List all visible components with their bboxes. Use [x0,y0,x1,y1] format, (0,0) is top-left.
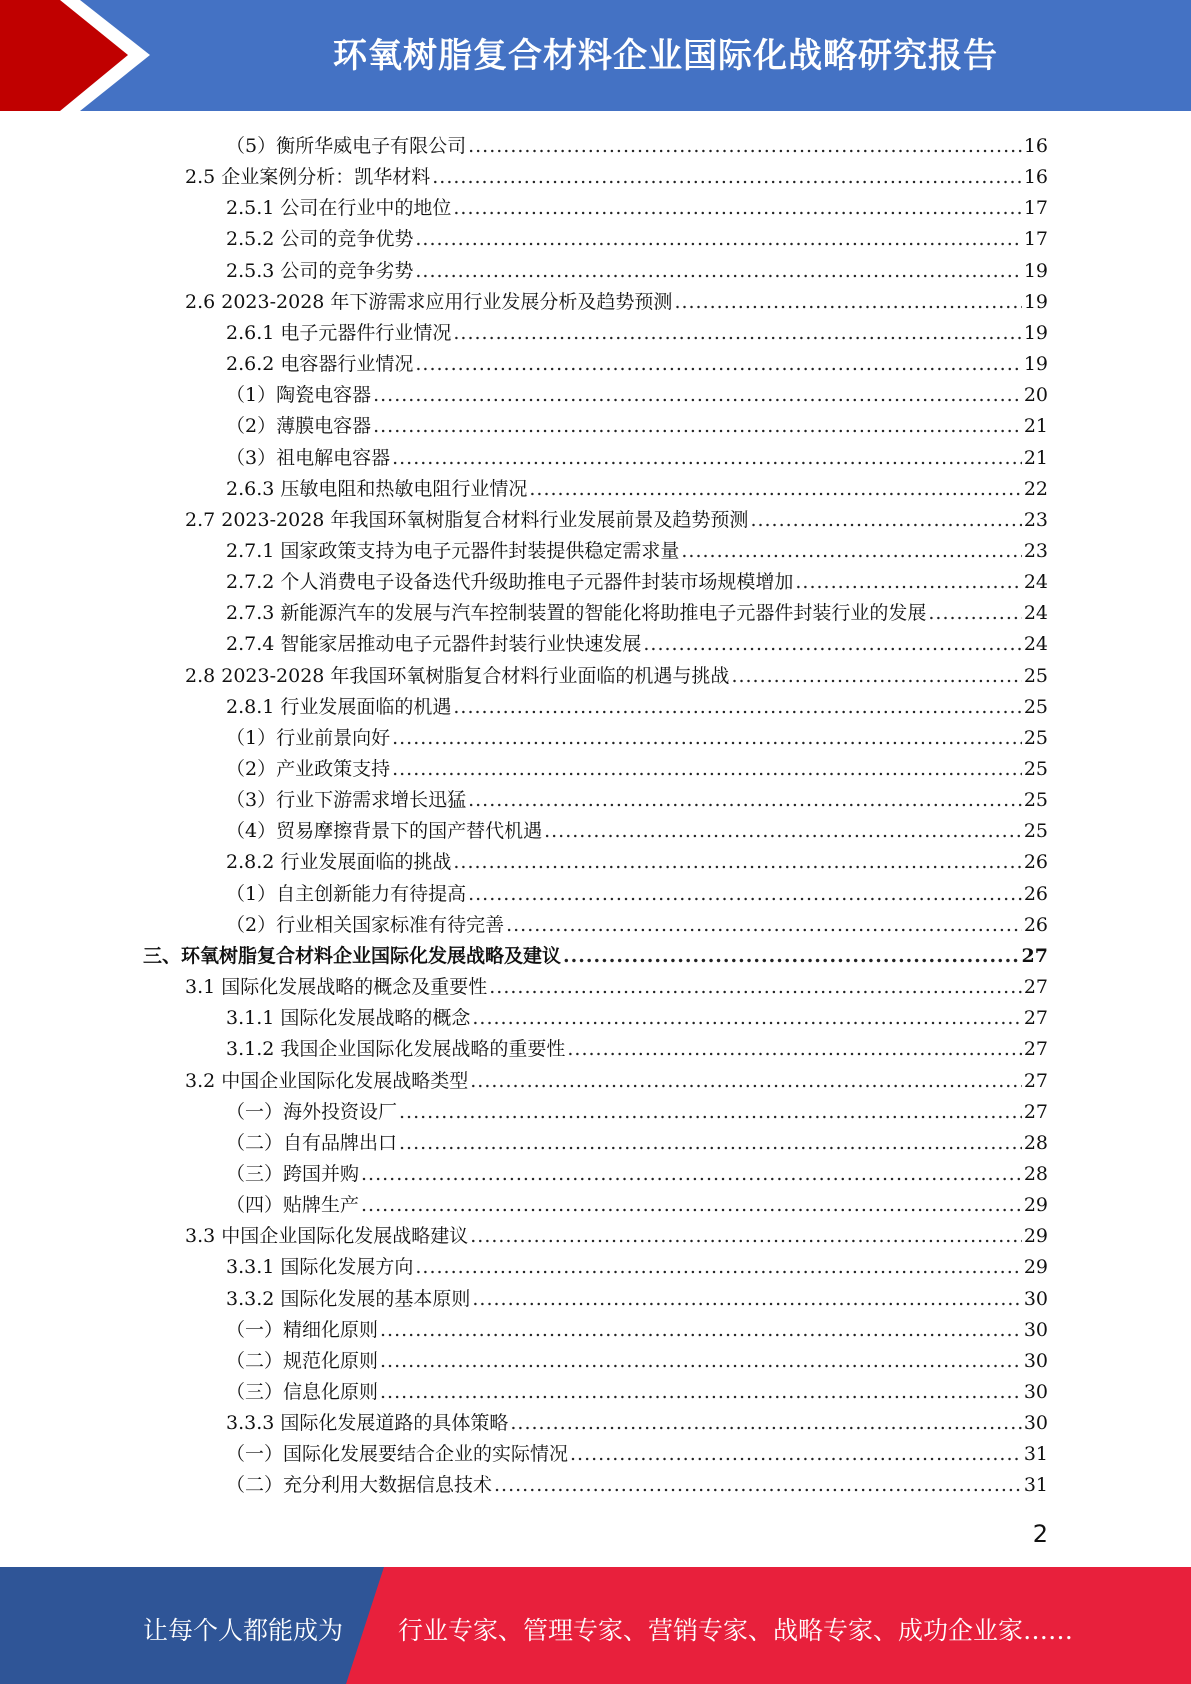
toc-leader-dots [453,196,1021,220]
toc-leader-dots [468,788,1022,812]
toc-entry-page: 16 [1023,135,1048,157]
toc-entry[interactable] [185,1062,1048,1093]
toc-entry[interactable] [226,594,1048,625]
toc-entry-page: 17 [1023,228,1048,251]
toc-entry-page: 29 [1023,1256,1048,1279]
toc-entry[interactable] [143,937,1048,968]
toc-leader-dots [392,726,1022,750]
toc-entry-title: 2.8.2 行业发展面临的挑战 [226,851,452,874]
toc-entry[interactable] [226,407,1048,438]
toc-leader-dots [373,383,1022,407]
toc-entry-title: （3）行业下游需求增长迅猛 [226,789,467,812]
toc-entry-title: （1）行业前景向好 [226,726,391,749]
toc-leader-dots [563,944,1020,968]
toc-entry[interactable] [226,314,1048,345]
toc-entry[interactable] [185,283,1048,314]
toc-leader-dots [373,414,1022,438]
toc-leader-dots [380,1318,1022,1342]
toc-entry-title: （1）自主创新能力有待提高 [226,882,467,905]
toc-entry-title: 2.6 2023-2028 年下游需求应用行业发展分析及趋势预测 [185,290,673,313]
toc-entry[interactable] [226,1435,1048,1466]
toc-leader-dots [674,290,1021,314]
toc-entry-title: （2）产业政策支持 [226,758,391,780]
toc-entry-page: 29 [1023,1194,1048,1217]
toc-entry-page: 27 [1023,976,1048,999]
toc-entry-title: 三、环氧树脂复合材料企业国际化发展战略及建议 [143,944,562,967]
toc-leader-dots [470,1224,1022,1248]
toc-entry-title: 2.6.2 电容器行业情况 [226,353,414,376]
toc-entry-title: （一）国际化发展要结合企业的实际情况 [226,1443,569,1466]
toc-entry[interactable] [226,1155,1048,1186]
toc-entry-page: 31 [1023,1443,1048,1466]
toc-entry[interactable] [226,1280,1048,1311]
header-banner [0,0,1191,111]
toc-leader-dots [399,1100,1022,1124]
toc-entry-page: 19 [1023,321,1048,344]
toc-entry[interactable] [226,1311,1048,1342]
toc-entry[interactable] [226,1404,1048,1435]
toc-entry-page: 25 [1023,664,1048,687]
toc-leader-dots [529,477,1021,501]
toc-entry[interactable] [226,843,1048,874]
toc-entry-title: （二）自有品牌出口 [226,1131,398,1154]
toc-entry[interactable] [226,719,1048,750]
toc-entry-title: 3.1.2 我国企业国际化发展战略的重要性 [226,1038,566,1061]
toc-entry[interactable] [226,999,1048,1030]
toc-entry-page: 24 [1023,633,1048,656]
toc-entry-page: 25 [1023,726,1048,749]
toc-leader-dots [567,1037,1021,1061]
toc-leader-dots [750,508,1021,532]
toc-leader-dots [468,882,1022,906]
toc-leader-dots [415,1255,1021,1279]
toc-entry-title: 2.6.1 电子元器件行业情况 [226,321,452,344]
toc-entry[interactable] [185,968,1048,999]
toc-entry-title: 2.5 企业案例分析：凯华材料 [185,166,431,189]
toc-entry-page: 30 [1023,1318,1048,1341]
toc-entry-page: 26 [1023,851,1048,874]
footer-slogan-right: 行业专家、管理专家、营销专家、战略专家、成功企业家…… [398,1616,1074,1645]
toc-entry[interactable] [226,439,1048,470]
toc-leader-dots [643,632,1021,656]
toc-entry[interactable] [226,1373,1048,1404]
toc-entry-title: 2.5.3 公司的竞争劣势 [226,259,414,282]
toc-entry-page: 30 [1023,1349,1048,1372]
footer-banner [0,1567,1191,1684]
toc-leader-dots [489,975,1022,999]
toc-leader-dots [380,1349,1022,1373]
toc-entry[interactable] [185,158,1048,189]
toc-leader-dots [570,1442,1022,1466]
toc-entry[interactable] [226,1342,1048,1373]
toc-leader-dots [795,570,1021,594]
toc-leader-dots [432,165,1022,189]
toc-entry-title: 2.8.1 行业发展面临的机遇 [226,695,452,718]
toc-leader-dots [453,695,1021,719]
toc-entry-page: 21 [1023,446,1048,469]
toc-entry-page: 25 [1023,695,1048,718]
toc-entry-page: 29 [1023,1225,1048,1248]
toc-entry-page: 27 [1023,1069,1048,1092]
toc-entry-title: 2.5.2 公司的竞争优势 [226,228,414,251]
toc-entry-page: 27 [1023,1038,1048,1061]
toc-entry-page: 24 [1023,571,1048,594]
toc-leader-dots [468,134,1022,158]
toc-entry-page: 17 [1023,197,1048,220]
toc-entry-page: 25 [1023,789,1048,812]
toc-entry-title: （二）充分利用大数据信息技术 [226,1474,493,1497]
toc-entry-title: 2.7 2023-2028 年我国环氧树脂复合材料行业发展前景及趋势预测 [185,508,749,531]
toc-entry-title: （三）信息化原则 [226,1381,379,1403]
toc-entry[interactable] [226,906,1048,937]
report-title: 环氧树脂复合材料企业国际化战略研究报告 [333,36,998,76]
toc-entry-page: 31 [1023,1474,1048,1497]
toc-leader-dots [361,1193,1022,1217]
toc-leader-dots [928,601,1021,625]
toc-entry-title: 2.8 2023-2028 年我国环氧树脂复合材料行业面临的机遇与挑战 [185,664,730,687]
toc-entry-page: 24 [1023,602,1048,625]
toc-entry-page: 19 [1023,290,1048,313]
toc-leader-dots [453,850,1021,874]
toc-entry-title: 3.3 中国企业国际化发展战略建议 [185,1225,469,1248]
toc-entry-page: 30 [1023,1412,1048,1435]
toc-entry[interactable] [226,345,1048,376]
toc-leader-dots [681,539,1021,563]
toc-leader-dots [415,352,1021,376]
toc-entry-title: （2）行业相关国家标准有待完善 [226,913,505,936]
toc-leader-dots [472,1006,1021,1030]
toc-leader-dots [392,757,1022,781]
toc-entry-page: 19 [1023,353,1048,376]
toc-entry[interactable] [226,470,1048,501]
toc-entry-page: 30 [1023,1287,1048,1310]
toc-entry-page: 19 [1023,259,1048,282]
toc-entry-page: 22 [1023,477,1048,500]
toc-entry-page: 21 [1023,415,1048,438]
toc-entry-title: （5）衡所华威电子有限公司 [226,135,467,157]
toc-leader-dots [399,1131,1022,1155]
toc-leader-dots [494,1473,1022,1497]
toc-leader-dots [506,913,1022,937]
toc-entry[interactable] [226,1124,1048,1155]
toc-entry-title: （2）薄膜电容器 [226,415,372,438]
toc-entry-title: 3.3.3 国际化发展道路的具体策略 [226,1412,509,1435]
toc-entry-title: （4）贸易摩擦背景下的国产替代机遇 [226,820,543,843]
toc-entry-page: 27 [1023,1007,1048,1030]
toc-entry-page: 25 [1023,820,1048,843]
toc-leader-dots [415,259,1021,283]
toc-entry-title: 2.7.4 智能家居推动电子元器件封装行业快速发展 [226,633,642,656]
toc-entry[interactable] [226,1186,1048,1217]
toc-entry[interactable] [226,376,1048,407]
toc-entry[interactable] [226,532,1048,563]
toc-entry-page: 27 [1021,944,1048,967]
toc-entry[interactable] [185,1217,1048,1248]
toc-leader-dots [453,321,1021,345]
toc-entry-page: 26 [1023,882,1048,905]
toc-entry[interactable] [226,688,1048,719]
toc-entry-title: 3.1.1 国际化发展战略的概念 [226,1007,471,1030]
toc-entry-title: （二）规范化原则 [226,1349,379,1372]
toc-entry-page: 28 [1023,1162,1048,1185]
toc-entry[interactable] [226,750,1048,781]
toc-entry-title: 2.5.1 公司在行业中的地位 [226,197,452,220]
toc-leader-dots [380,1380,1022,1404]
toc-entry[interactable] [226,1030,1048,1061]
toc-entry[interactable] [226,252,1048,283]
toc-entry[interactable] [226,1093,1048,1124]
toc-entry[interactable] [226,220,1048,251]
toc-leader-dots [472,1287,1021,1311]
toc-leader-dots [470,1069,1022,1093]
toc-entry-title: 3.3.1 国际化发展方向 [226,1256,414,1279]
toc-entry-title: （三）跨国并购 [226,1162,360,1185]
toc-entry-title: （四）贴牌生产 [226,1194,360,1217]
toc-entry-page: 16 [1023,166,1048,189]
toc-entry[interactable] [226,563,1048,594]
toc-leader-dots [731,664,1021,688]
toc-entry-title: （一）精细化原则 [226,1318,379,1341]
toc-entry-title: 3.3.2 国际化发展的基本原则 [226,1287,471,1310]
toc-entry-page: 25 [1023,758,1048,780]
toc-entry-page: 28 [1023,1131,1048,1154]
toc-entry-title: （1）陶瓷电容器 [226,384,372,407]
toc-entry[interactable] [226,1466,1048,1497]
toc-entry-title: 3.1 国际化发展战略的概念及重要性 [185,976,488,999]
page-number: 2 [1032,1520,1048,1548]
toc-leader-dots [392,446,1022,470]
toc-leader-dots [415,227,1021,251]
toc-entry[interactable] [226,1248,1048,1279]
toc-entry[interactable] [226,781,1048,812]
toc-entry[interactable] [226,625,1048,656]
toc-entry-page: 26 [1023,913,1048,936]
toc-entry-title: （一）海外投资设厂 [226,1100,398,1123]
toc-entry-title: 2.7.3 新能源汽车的发展与汽车控制装置的智能化将助推电子元器件封装行业的发展 [226,602,927,625]
toc-entry-title: 3.2 中国企业国际化发展战略类型 [185,1069,469,1092]
toc-entry[interactable] [226,189,1048,220]
toc-entry[interactable] [185,501,1048,532]
toc-entry[interactable] [226,875,1048,906]
toc-entry[interactable] [185,657,1048,688]
toc-leader-dots [544,819,1022,843]
toc-entry-page: 30 [1023,1381,1048,1403]
toc-entry-page: 20 [1023,384,1048,407]
toc-entry-page: 23 [1023,539,1048,562]
footer-slogan-left: 让每个人都能成为 [143,1616,344,1645]
toc-leader-dots [510,1411,1021,1435]
toc-leader-dots [361,1162,1022,1186]
toc-entry-title: 2.7.1 国家政策支持为电子元器件封装提供稳定需求量 [226,539,680,562]
toc-entry-title: 2.6.3 压敏电阻和热敏电阻行业情况 [226,477,528,500]
toc-entry-title: 2.7.2 个人消费电子设备迭代升级助推电子元器件封装市场规模增加 [226,571,794,594]
toc-entry[interactable] [226,127,1048,158]
toc-entry-page: 27 [1023,1100,1048,1123]
toc-entry[interactable] [226,812,1048,843]
toc-entry-page: 23 [1023,508,1048,531]
toc-entry-title: （3）祖电解电容器 [226,446,391,469]
